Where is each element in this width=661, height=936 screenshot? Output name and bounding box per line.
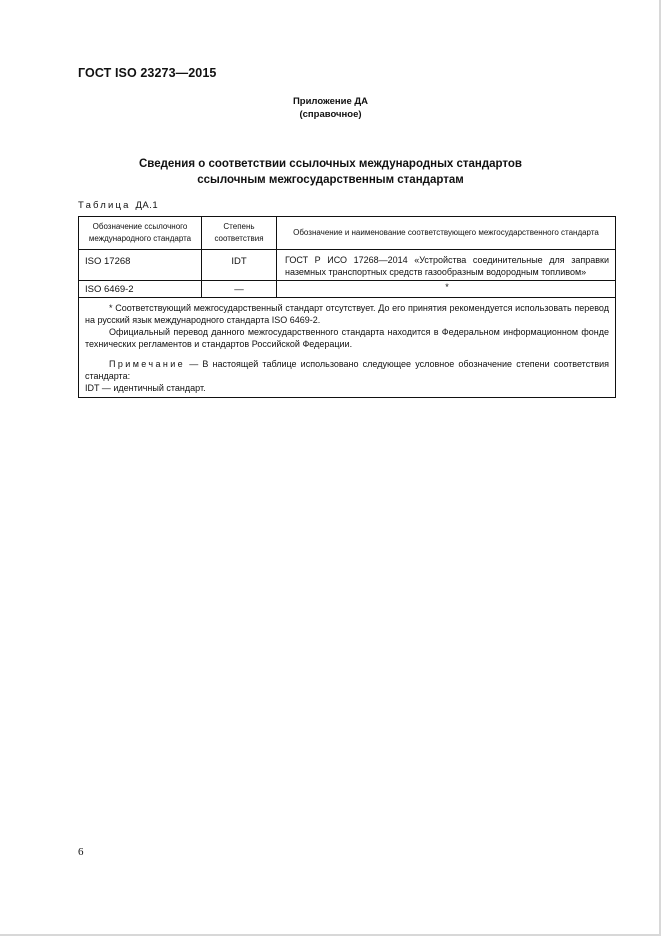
cell-standard: * <box>277 281 616 298</box>
cell-standard: ГОСТ Р ИСО 17268—2014 «Устройства соединительные для заправки наземных транспортных средств газообразным водородным топливом» <box>277 250 616 281</box>
document-code: ГОСТ ISO 23273—2015 <box>78 66 217 80</box>
section-heading-line-1: Сведения о соответствии ссылочных международных стандартов <box>138 158 522 170</box>
table-row <box>79 250 616 281</box>
appendix-type: (справочное) <box>299 109 362 120</box>
column-header-reference: Обозначение ссылочного международного стандарта <box>79 217 202 250</box>
cell-degree: IDT <box>202 250 277 281</box>
table-caption-word: Таблица <box>78 200 131 211</box>
note-label: Примечание <box>109 359 186 369</box>
cell-degree: — <box>202 281 277 298</box>
column-header-degree: Степень соответствия <box>202 217 277 250</box>
table-caption <box>78 200 158 211</box>
cell-reference: ISO 17268 <box>79 250 202 281</box>
table-caption-number: ДА.1 <box>135 200 159 211</box>
note-text: — В настоящей таблице использовано следующее условное обозначение степени соответствия стандарта: <box>85 359 609 381</box>
appendix-title: Приложение ДА <box>292 96 369 107</box>
footnote-asterisk: * Соответствующий межгосударственный стандарт отсутствует. До его принятия рекомендуется использовать перевод на русский язык международного стандарта ISO 6469-2. <box>85 303 609 325</box>
table-header-row <box>79 217 616 250</box>
cell-reference: ISO 6469-2 <box>79 281 202 298</box>
footnote-official-translation: Официальный перевод данного межгосударственного стандарта находится в Федеральном информационном фонде технических регламентов и стандартов Российской Федерации. <box>85 327 609 349</box>
table-row <box>79 281 616 298</box>
table-notes <box>79 298 616 398</box>
note-item: IDT — идентичный стандарт. <box>85 383 206 393</box>
column-header-standard: Обозначение и наименование соответствующего межгосударственного стандарта <box>277 217 616 250</box>
correspondence-table <box>78 216 616 398</box>
table-notes-row <box>79 298 616 398</box>
section-heading-line-2: ссылочным межгосударственным стандартам <box>197 174 464 186</box>
table-note <box>85 358 609 382</box>
page-number: 6 <box>78 846 84 858</box>
